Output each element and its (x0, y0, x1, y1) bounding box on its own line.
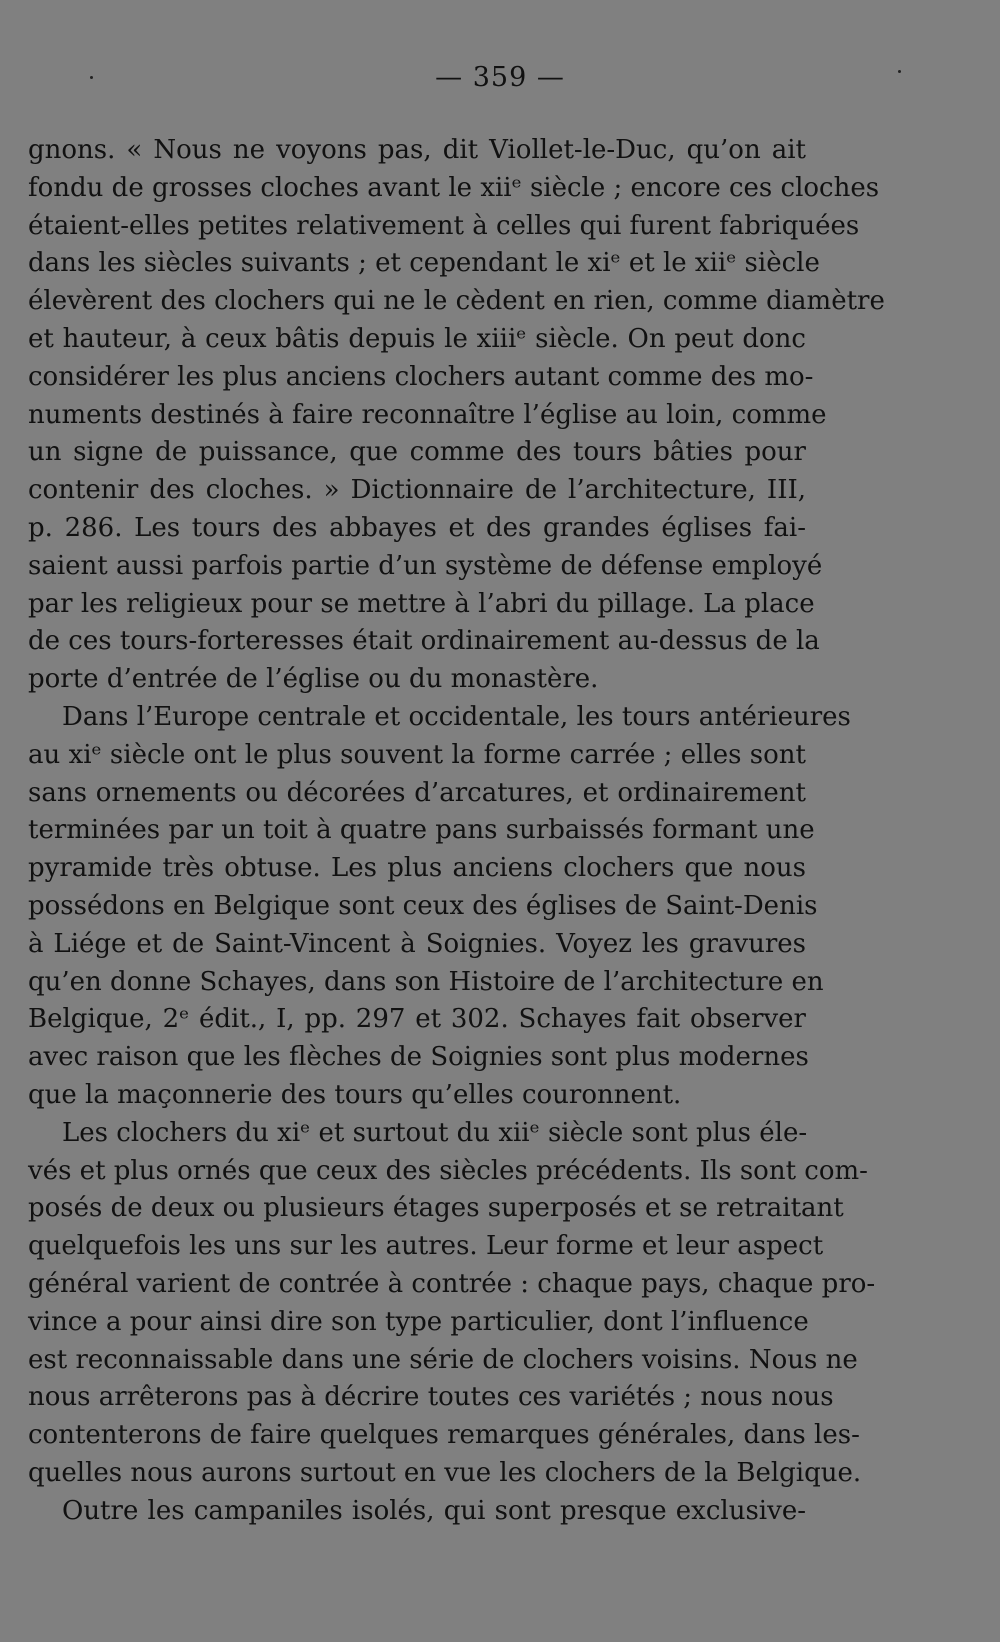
body-text (28, 132, 885, 1530)
text-line: nous arrêterons pas à décrire toutes ces variétés ; nous nous (28, 1382, 834, 1413)
text-line: sans ornements ou décorées d’arcatures, et ordinairement (28, 777, 806, 808)
text-line: contenir des cloches. » Dictionnaire de l’architecture, III, (28, 475, 806, 506)
text-line: dans les siècles suivants ; et cependant le xiᵉ et le xiiᵉ siècle (28, 248, 820, 279)
paragraph-start-line: Les clochers du xiᵉ et surtout du xiiᵉ siècle sont plus éle- (62, 1117, 808, 1148)
text-line: et hauteur, à ceux bâtis depuis le xiiiᵉ siècle. On peut donc (28, 323, 806, 354)
text-line: de ces tours-forteresses était ordinairement au-dessus de la (28, 626, 820, 657)
text-line: par les religieux pour se mettre à l’abri du pillage. La place (28, 588, 815, 619)
paragraph-end-line: que la maçonnerie des tours qu’elles couronnent. (28, 1079, 682, 1110)
text-line: qu’en donne Schayes, dans son Histoire de l’architecture en (28, 966, 824, 997)
paragraph-start-line: Outre les campaniles isolés, qui sont presque exclusive- (62, 1495, 806, 1526)
text-line: Belgique, 2ᵉ édit., I, pp. 297 et 302. Schayes fait observer (28, 1004, 806, 1035)
text-line: posés de deux ou plusieurs étages superposés et se retraitant (28, 1193, 844, 1224)
text-line: élevèrent des clochers qui ne le cèdent en rien, comme diamètre (28, 286, 885, 317)
text-line: considérer les plus anciens clochers autant comme des mo- (28, 361, 814, 392)
text-line: vés et plus ornés que ceux des siècles précédents. Ils sont com- (28, 1155, 868, 1186)
text-line: pyramide très obtuse. Les plus anciens clochers que nous (28, 853, 806, 884)
paragraph-start-line: Dans l’Europe centrale et occidentale, les tours antérieures (62, 701, 851, 732)
text-line: vince a pour ainsi dire son type particulier, dont l’influence (28, 1306, 809, 1337)
page-number: — 359 — (435, 62, 565, 93)
text-line: avec raison que les flèches de Soignies sont plus modernes (28, 1042, 809, 1073)
text-line: un signe de puissance, que comme des tours bâties pour (28, 437, 806, 468)
text-line: saient aussi parfois partie d’un système de défense employé (28, 550, 823, 581)
text-line: quelquefois les uns sur les autres. Leur forme et leur aspect (28, 1231, 824, 1262)
text-line: général varient de contrée à contrée : chaque pays, chaque pro- (28, 1268, 876, 1299)
scan-speck (898, 70, 901, 73)
text-line: possédons en Belgique sont ceux des églises de Saint-Denis (28, 890, 818, 921)
text-line: au xiᵉ siècle ont le plus souvent la forme carrée ; elles sont (28, 739, 806, 770)
text-line: gnons. « Nous ne voyons pas, dit Viollet-le-Duc, qu’on ait (28, 135, 806, 165)
text-line: contenterons de faire quelques remarques générales, dans les- (28, 1420, 860, 1451)
scan-speck (90, 76, 93, 79)
paragraph-end-line: porte d’entrée de l’église ou du monastère. (28, 664, 599, 695)
text-line: est reconnaissable dans une série de clochers voisins. Nous ne (28, 1344, 858, 1375)
text-line: fondu de grosses cloches avant le xiiᵉ siècle ; encore ces cloches (28, 172, 880, 203)
text-line: à Liége et de Saint-Vincent à Soignies. Voyez les gravures (28, 928, 806, 959)
text-line: numents destinés à faire reconnaître l’église au loin, comme (28, 399, 827, 430)
paragraph-end-line: quelles nous aurons surtout en vue les clochers de la Belgique. (28, 1457, 862, 1488)
text-line: p. 286. Les tours des abbayes et des grandes églises fai- (28, 512, 806, 543)
text-line: terminées par un toit à quatre pans surbaissés formant une (28, 815, 815, 846)
text-line: étaient-elles petites relativement à celles qui furent fabriquées (28, 210, 860, 241)
